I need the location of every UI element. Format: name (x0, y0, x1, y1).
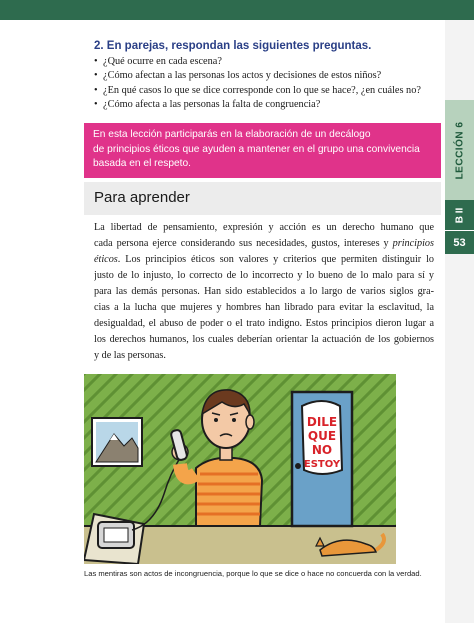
body-line: para las demás personas. Han sido establecidos a lo largo de varios siglos gra- (94, 286, 434, 297)
illustration-caption: Las mentiras son actos de incongruencia, porque lo que se dice o hace no concuerda con la verdad. (84, 569, 422, 578)
body-line: desigualdad, el abuso de poder o el trato indigno. Estos principios dieron lugar a (94, 318, 434, 329)
door-sign-word: DILE (306, 415, 338, 429)
body-line: los derechos humanos, los cuales deberían orientar la actuación de los gobiernos (94, 334, 434, 345)
question-item: • ¿Cómo afecta a las personas la falta de congruencia? (94, 98, 434, 112)
body-line: justo de lo injusto, lo correcto de lo incorrecto y lo bueno de lo malo para sí y (94, 270, 434, 281)
lesson-intro-box (84, 123, 441, 178)
door-sign-word: NO (311, 443, 333, 457)
body-line: y de las personas. (94, 350, 166, 361)
cartoon-svg (84, 374, 396, 564)
body-line: La libertad de pensamiento, expresión y acción es un derecho humano que (94, 222, 434, 233)
question-item: • ¿Cómo afectan a las personas los actos y decisiones de estos niños? (94, 69, 434, 83)
questions-section (94, 40, 434, 113)
door (292, 392, 352, 526)
block-label: B II (454, 207, 465, 223)
cartoon-illustration (84, 374, 396, 564)
body-line: cada persona ejerce considerando sus necesidades, gustos, intereses y principios (94, 238, 434, 249)
door-sign-word: QUE (307, 429, 337, 443)
intro-line: basada en el respeto. (93, 158, 191, 170)
page-number: 53 (445, 230, 474, 254)
lesson-label: LECCIÓN 6 (454, 121, 465, 179)
door-sign-word: ESTOY (303, 459, 341, 470)
questions-heading: 2. En parejas, respondan las siguientes preguntas. (94, 40, 372, 52)
body-line: éticos. Los principios éticos son valores y criterios que permiten distinguir lo (94, 254, 434, 265)
mountain-picture (92, 418, 142, 466)
top-color-bar (0, 0, 474, 20)
questions-list (94, 55, 434, 113)
intro-line: de principios éticos que ayuden a mantener en el grupo una convivencia (93, 143, 420, 155)
question-item: • ¿En qué casos lo que se dice corresponde con lo que se hace?, ¿en cuáles no? (94, 84, 434, 98)
question-item: • ¿Qué ocurre en cada escena? (94, 55, 434, 69)
intro-line: En esta lección participarás en la elaboración de un decálogo (93, 129, 371, 140)
lesson-tab (445, 100, 474, 200)
block-tab (445, 200, 474, 230)
body-paragraph (94, 220, 434, 364)
body-line: cias a la lucha que mujeres y hombres han librado para evitar la esclavitud, la (94, 302, 434, 313)
section-title: Para aprender (84, 182, 441, 215)
